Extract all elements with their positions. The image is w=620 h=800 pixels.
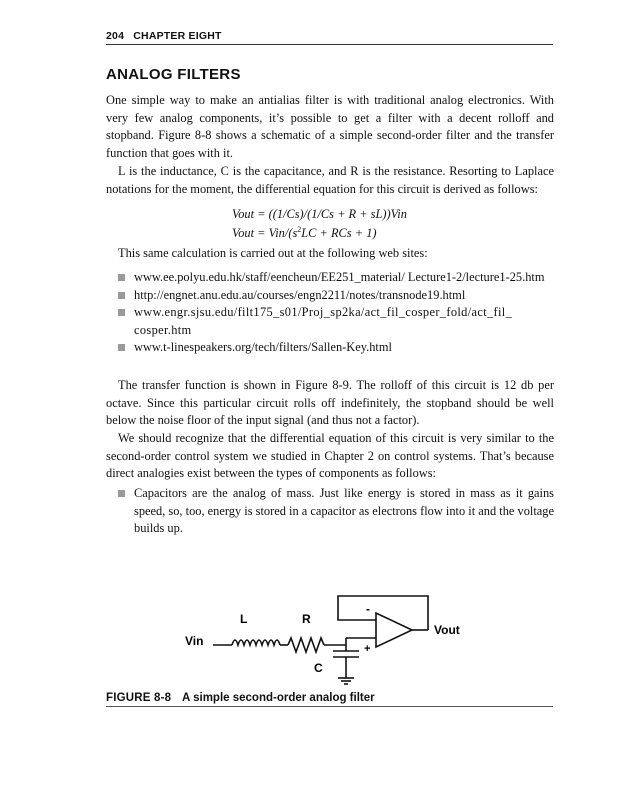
analogy-text: Capacitors are the analog of mass. Just like energy is stored in mass as it gains speed, so, too, energy is stored in a capacitor as electrons flow into it and the voltage builds up. — [134, 486, 554, 536]
list-item — [118, 485, 554, 538]
bullet-square-icon — [118, 490, 125, 497]
op-amp-triangle — [376, 613, 412, 647]
list-item — [118, 339, 554, 357]
list-item — [118, 304, 554, 339]
vin-label: Vin — [185, 634, 204, 648]
equation-2-exponent: 2 — [297, 225, 302, 234]
bullet-square-icon — [118, 274, 125, 281]
resistor-label: R — [302, 612, 311, 626]
paragraph-analogies: We should recognize that the differential equation of this circuit is very similar to the second-order control system we studied in Chapter 2 on control systems. That’s because direct analogies exist between the types of components as follows: — [106, 431, 554, 481]
section-title: ANALOG FILTERS — [106, 66, 241, 83]
paragraph-transfer-function: The transfer function is shown in Figure 8-9. The rolloff of this circuit is 12 db per octave. Since this particular circuit rolls off indefinitely, the stopband should be well below the noise floor of the input signal (and thus not a factor). — [106, 378, 554, 428]
web-site-link[interactable]: www.t-linespeakers.org/tech/filters/Sallen-Key.html — [134, 340, 392, 355]
paragraph-websites-intro: This same calculation is carried out at the following web sites: — [118, 246, 428, 260]
web-site-link[interactable]: www.engr.sjsu.edu/filt175_s01/Proj_sp2ka/act_fil_cosper_fold/act_fil_ cosper.htm — [134, 305, 513, 337]
equation-2-suffix: LC + RCs + 1) — [301, 226, 377, 241]
bullet-square-icon — [118, 344, 125, 351]
figure-caption-text: A simple second-order analog filter — [182, 692, 375, 704]
figure-label: FIGURE 8-8 — [106, 692, 172, 704]
page-number: 204 — [106, 30, 125, 42]
equation-2-prefix: Vout = Vin/(s — [232, 226, 298, 241]
analogy-list — [118, 485, 554, 538]
paragraph-definitions: L is the inductance, C is the capacitance, and R is the resistance. Resorting to Laplace notations for the moment, the differential equation for this circuit is derived as follows: — [106, 164, 554, 196]
bullet-square-icon — [118, 309, 125, 316]
inductor-coil — [232, 640, 280, 645]
plus-sign: + — [364, 643, 371, 655]
bullet-square-icon — [118, 292, 125, 299]
web-site-list — [118, 269, 554, 357]
inductor-label: L — [240, 612, 248, 626]
web-site-link[interactable]: http://engnet.anu.edu.au/courses/engn2211/notes/transnode19.html — [134, 287, 466, 302]
vout-label: Vout — [434, 623, 460, 637]
minus-sign: - — [366, 602, 370, 616]
running-head — [106, 30, 553, 45]
web-site-link[interactable]: www.ee.polyu.edu.hk/staff/eencheun/EE251_material/ Lecture1-2/lecture1-25.htm — [134, 270, 545, 284]
equation-vout-2 — [232, 222, 377, 242]
circuit-schematic — [180, 592, 480, 690]
chapter-title: CHAPTER EIGHT — [133, 30, 222, 42]
list-item — [118, 287, 554, 305]
feedback-wire — [338, 596, 428, 630]
figure-caption — [106, 692, 553, 707]
paragraph-intro: One simple way to make an antialias filter is with traditional analog electronics. With very few analog components, it’s possible to get a filter with a decent rolloff and stopband. Figure 8-8 shows a schematic of a simple second-order filter and the transfer function that goes with it. — [106, 93, 554, 160]
capacitor-label: C — [314, 661, 323, 675]
equation-1-text: Vout = ((1/Cs)/(1/Cs + R + sL))Vin — [232, 207, 407, 221]
equation-vout-1 — [232, 206, 407, 223]
resistor-zigzag — [288, 638, 324, 652]
list-item — [118, 269, 554, 287]
